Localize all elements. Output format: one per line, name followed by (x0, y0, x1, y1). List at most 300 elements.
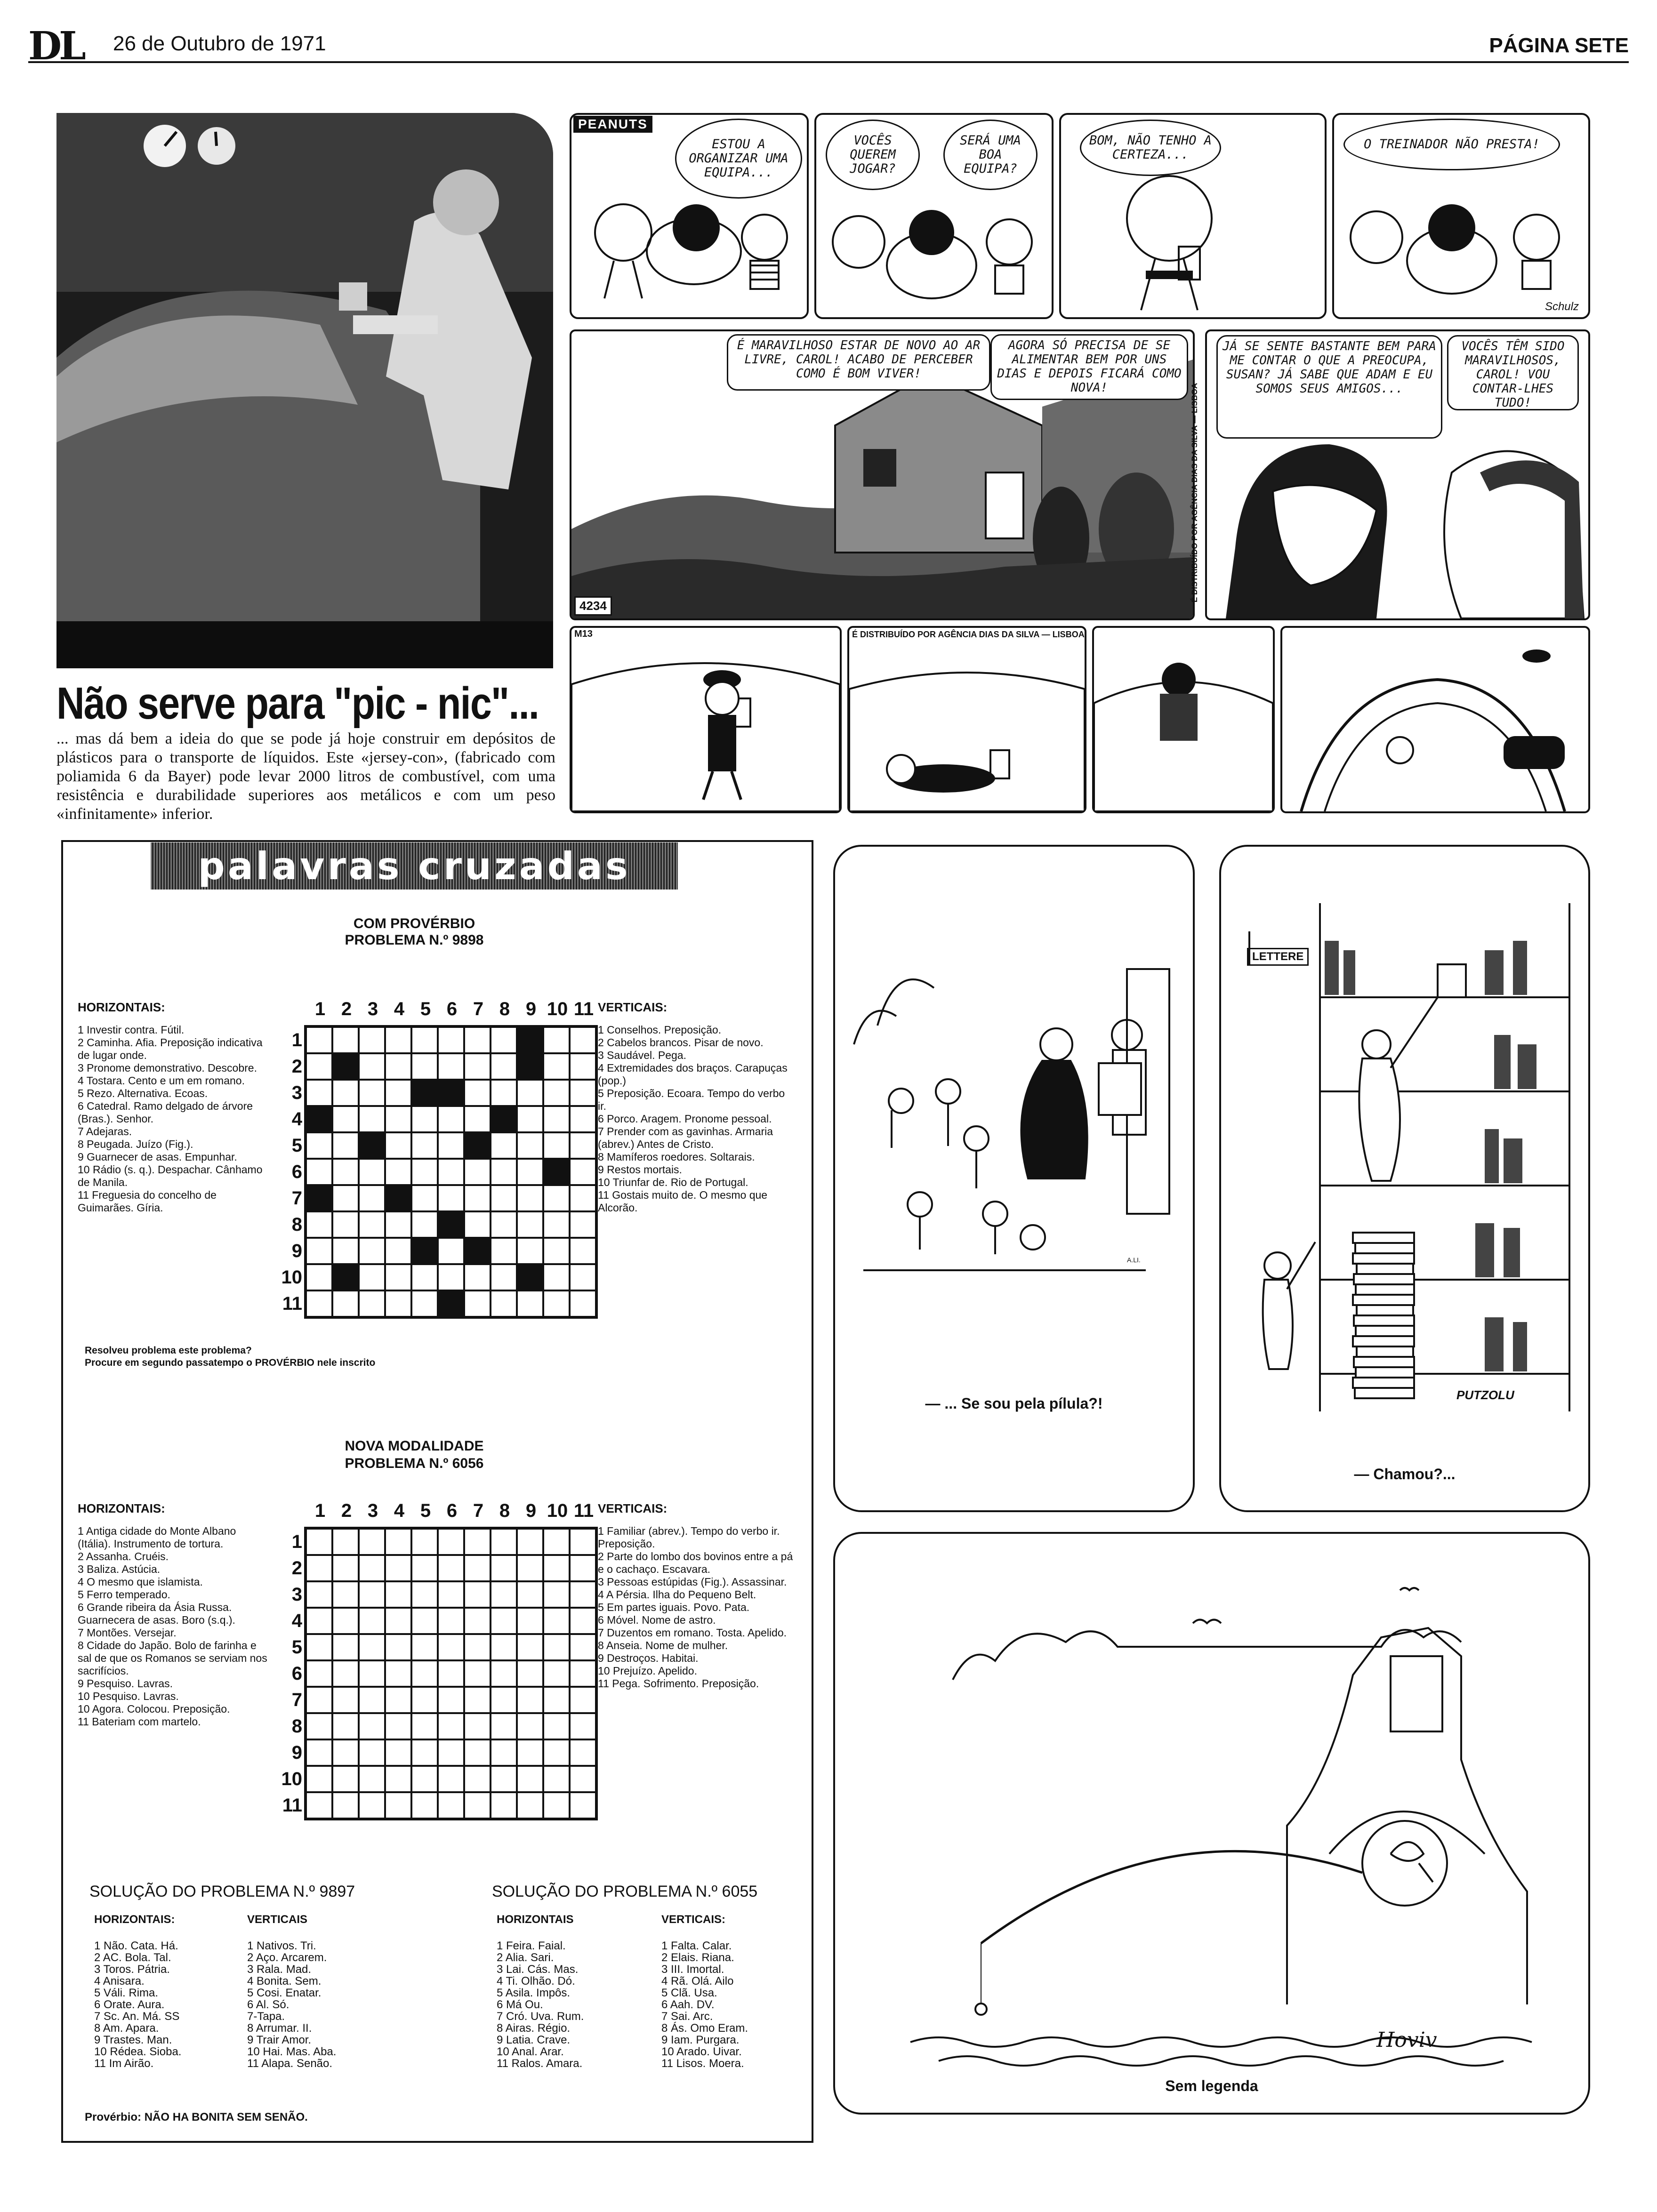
grid-cell[interactable] (359, 1080, 385, 1106)
page-label: PÁGINA SETE (1489, 34, 1629, 57)
grid-cell[interactable] (438, 1106, 464, 1132)
clue-item: 10 Prejuízo. Apelido. (598, 1665, 697, 1677)
grid-cell[interactable] (332, 1529, 359, 1555)
clue-item: 4 A Pérsia. Ilha do Pequeno Belt. (598, 1588, 756, 1601)
grid-cell[interactable] (359, 1132, 385, 1159)
grid-cell[interactable] (359, 1634, 385, 1660)
grid-cell[interactable] (438, 1529, 464, 1555)
grid-cell[interactable] (570, 1053, 596, 1080)
grid-cell[interactable] (517, 1608, 543, 1634)
grid-cell[interactable] (385, 1660, 411, 1687)
grid-cell[interactable] (517, 1027, 543, 1053)
grid-cell[interactable] (438, 1264, 464, 1290)
grid-cell[interactable] (359, 1555, 385, 1581)
grid-cell[interactable] (359, 1053, 385, 1080)
grid-row-number: 2 (291, 1558, 302, 1579)
crossword-title: palavras cruzadas (151, 842, 678, 890)
grid-cell[interactable] (543, 1290, 570, 1317)
grid-cell[interactable] (306, 1264, 332, 1290)
grid-cell[interactable] (570, 1238, 596, 1264)
grid-cell[interactable] (543, 1080, 570, 1106)
grid-cell[interactable] (411, 1792, 438, 1819)
grid-cell[interactable] (517, 1739, 543, 1766)
grid-cell[interactable] (464, 1185, 491, 1211)
grid-cell[interactable] (491, 1053, 517, 1080)
grid-cell[interactable] (385, 1529, 411, 1555)
grid-cell[interactable] (543, 1687, 570, 1713)
grid-cell[interactable] (464, 1739, 491, 1766)
grid-cell[interactable] (438, 1660, 464, 1687)
grid-row-number: 10 (281, 1769, 302, 1789)
grid-cell[interactable] (306, 1608, 332, 1634)
grid-cell[interactable] (438, 1290, 464, 1317)
grid-cell[interactable] (570, 1608, 596, 1634)
grid-column-number: 6 (446, 1500, 458, 1521)
grid-cell[interactable] (570, 1290, 596, 1317)
grid-cell[interactable] (517, 1185, 543, 1211)
grid-cell[interactable] (359, 1766, 385, 1792)
grid-cell[interactable] (332, 1080, 359, 1106)
solution-item: 4 Bonita. Sem. (247, 1975, 322, 1988)
grid-cell[interactable] (570, 1792, 596, 1819)
p1-grid[interactable] (304, 1025, 598, 1319)
grid-cell[interactable] (517, 1581, 543, 1608)
grid-cell[interactable] (517, 1766, 543, 1792)
grid-cell[interactable] (332, 1766, 359, 1792)
grid-cell[interactable] (438, 1053, 464, 1080)
grid-cell[interactable] (332, 1132, 359, 1159)
grid-cell[interactable] (332, 1185, 359, 1211)
grid-cell[interactable] (543, 1713, 570, 1739)
grid-cell[interactable] (411, 1581, 438, 1608)
grid-cell[interactable] (543, 1211, 570, 1238)
grid-cell[interactable] (543, 1581, 570, 1608)
grid-cell[interactable] (359, 1713, 385, 1739)
grid-cell[interactable] (411, 1053, 438, 1080)
grid-cell[interactable] (517, 1687, 543, 1713)
grid-cell[interactable] (543, 1634, 570, 1660)
grid-cell[interactable] (491, 1555, 517, 1581)
grid-cell[interactable] (543, 1106, 570, 1132)
grid-cell[interactable] (411, 1159, 438, 1185)
grid-cell[interactable] (464, 1634, 491, 1660)
peanuts-art-2 (816, 115, 1052, 317)
grid-cell[interactable] (332, 1555, 359, 1581)
grid-cell[interactable] (359, 1529, 385, 1555)
grid-cell[interactable] (438, 1739, 464, 1766)
grid-cell[interactable] (464, 1132, 491, 1159)
grid-cell[interactable] (411, 1660, 438, 1687)
grid-cell[interactable] (464, 1264, 491, 1290)
grid-cell[interactable] (517, 1660, 543, 1687)
grid-cell[interactable] (543, 1132, 570, 1159)
grid-cell[interactable] (385, 1739, 411, 1766)
grid-cell[interactable] (385, 1581, 411, 1608)
solution-item: 1 Falta. Calar. (661, 1940, 732, 1952)
grid-cell[interactable] (517, 1792, 543, 1819)
grid-cell[interactable] (385, 1238, 411, 1264)
grid-cell[interactable] (438, 1634, 464, 1660)
clue-item: 7 Duzentos em romano. Tosta. Apelido. (598, 1627, 787, 1639)
grid-cell[interactable] (359, 1687, 385, 1713)
grid-cell[interactable] (438, 1766, 464, 1792)
grid-cell[interactable] (385, 1185, 411, 1211)
grid-cell[interactable] (517, 1080, 543, 1106)
carol-day-panel-1 (570, 329, 1195, 620)
grid-cell[interactable] (411, 1132, 438, 1159)
grid-cell[interactable] (491, 1027, 517, 1053)
grid-cell[interactable] (332, 1027, 359, 1053)
grid-cell[interactable] (385, 1211, 411, 1238)
grid-cell[interactable] (411, 1238, 438, 1264)
grid-cell[interactable] (491, 1290, 517, 1317)
clue-item: 5 Preposição. Ecoara. Tempo do verbo ir. (598, 1087, 785, 1112)
grid-cell[interactable] (332, 1211, 359, 1238)
grid-cell[interactable] (438, 1581, 464, 1608)
peanuts-art-3 (1061, 115, 1325, 317)
clue-item: 3 Pronome demonstrativo. Descobre. (78, 1062, 257, 1074)
grid-cell[interactable] (332, 1159, 359, 1185)
solution-item: 5 Asila. Impôs. (497, 1987, 571, 1999)
grid-cell[interactable] (411, 1290, 438, 1317)
grid-cell[interactable] (464, 1687, 491, 1713)
grid-cell[interactable] (517, 1634, 543, 1660)
grid-cell[interactable] (306, 1027, 332, 1053)
grid-cell[interactable] (464, 1608, 491, 1634)
grid-cell[interactable] (438, 1080, 464, 1106)
clue-item: 1 Conselhos. Preposição. (598, 1024, 722, 1036)
grid-cell[interactable] (464, 1080, 491, 1106)
clue-item: 6 Grande ribeira da Ásia Russa. Guarnecera de asas. Boro (s.q.). (78, 1601, 235, 1626)
grid-column-number: 8 (499, 999, 510, 1019)
solution-1-title: SOLUÇÃO DO PROBLEMA N.º 9897 (89, 1883, 355, 1900)
photo-caption: ... mas dá bem a ideia do que se pode já hoje construir em depósitos de plásticos para o transporte de líquidos. Este «jersey-con», (fabricado com poliamida 6 da Bayer) pode levar 2000 litros de combustível, com uma resistência e durabilidade superiores aos metálicos e com um peso «infinitamente» inferior. (56, 730, 555, 823)
grid-cell[interactable] (517, 1159, 543, 1185)
grid-cell[interactable] (491, 1238, 517, 1264)
grid-cell[interactable] (517, 1132, 543, 1159)
grid-cell[interactable] (543, 1555, 570, 1581)
grid-cell[interactable] (359, 1290, 385, 1317)
solution-1-h-label: HORIZONTAIS: (94, 1913, 175, 1926)
solution-item: 5 Váli. Rima. (94, 1987, 159, 1999)
grid-cell[interactable] (464, 1211, 491, 1238)
grid-cell[interactable] (385, 1687, 411, 1713)
grid-cell[interactable] (543, 1608, 570, 1634)
cartoon-1 (833, 845, 1195, 1512)
grid-cell[interactable] (570, 1185, 596, 1211)
grid-cell[interactable] (543, 1159, 570, 1185)
grid-cell[interactable] (491, 1185, 517, 1211)
grid-cell[interactable] (332, 1106, 359, 1132)
proverb: Provérbio: NÃO HA BONITA SEM SENÃO. (85, 2111, 308, 2124)
grid-cell[interactable] (411, 1608, 438, 1634)
grid-cell[interactable] (438, 1185, 464, 1211)
grid-cell[interactable] (411, 1080, 438, 1106)
grid-cell[interactable] (411, 1555, 438, 1581)
grid-cell[interactable] (517, 1264, 543, 1290)
grid-cell[interactable] (411, 1264, 438, 1290)
grid-cell[interactable] (570, 1529, 596, 1555)
grid-cell[interactable] (411, 1687, 438, 1713)
grid-cell[interactable] (306, 1211, 332, 1238)
grid-cell[interactable] (438, 1792, 464, 1819)
grid-cell[interactable] (359, 1211, 385, 1238)
silent-panel-4 (1280, 626, 1590, 813)
clue-item: 7 Prender com as gavinhas. Armaria (abrev.) Antes de Cristo. (598, 1125, 773, 1150)
grid-cell[interactable] (359, 1660, 385, 1687)
grid-cell[interactable] (464, 1555, 491, 1581)
grid-cell[interactable] (543, 1185, 570, 1211)
grid-cell[interactable] (306, 1132, 332, 1159)
issue-date: 26 de Outubro de 1971 (113, 32, 326, 55)
grid-cell[interactable] (438, 1687, 464, 1713)
grid-cell[interactable] (411, 1634, 438, 1660)
grid-cell[interactable] (332, 1739, 359, 1766)
grid-cell[interactable] (491, 1634, 517, 1660)
grid-cell[interactable] (332, 1687, 359, 1713)
grid-cell[interactable] (306, 1792, 332, 1819)
grid-cell[interactable] (359, 1264, 385, 1290)
grid-cell[interactable] (359, 1238, 385, 1264)
grid-cell[interactable] (385, 1634, 411, 1660)
grid-cell[interactable] (438, 1238, 464, 1264)
grid-cell[interactable] (332, 1264, 359, 1290)
solution-item: 7 Sc. An. Má. SS (94, 2010, 180, 2023)
grid-cell[interactable] (438, 1027, 464, 1053)
grid-cell[interactable] (306, 1185, 332, 1211)
grid-cell[interactable] (517, 1106, 543, 1132)
grid-cell[interactable] (359, 1159, 385, 1185)
clue-item: 11 Bateriam com martelo. (78, 1715, 201, 1728)
silent-art-2 (849, 628, 1085, 811)
grid-cell[interactable] (438, 1211, 464, 1238)
grid-cell[interactable] (491, 1106, 517, 1132)
grid-cell[interactable] (306, 1634, 332, 1660)
grid-cell[interactable] (332, 1634, 359, 1660)
grid-cell[interactable] (411, 1739, 438, 1766)
grid-cell[interactable] (464, 1581, 491, 1608)
grid-cell[interactable] (543, 1739, 570, 1766)
grid-cell[interactable] (464, 1053, 491, 1080)
grid-cell[interactable] (543, 1792, 570, 1819)
grid-cell[interactable] (570, 1106, 596, 1132)
grid-cell[interactable] (570, 1713, 596, 1739)
solution-2-v-label: VERTICAIS: (661, 1913, 726, 1926)
peanuts-bubble-4: BOM, NÃO TENHO A CERTEZA... (1080, 120, 1221, 176)
grid-cell[interactable] (359, 1608, 385, 1634)
grid-cell[interactable] (464, 1529, 491, 1555)
solution-item: 3 III. Imortal. (661, 1963, 724, 1976)
grid-cell[interactable] (570, 1739, 596, 1766)
grid-cell[interactable] (306, 1660, 332, 1687)
grid-cell[interactable] (306, 1529, 332, 1555)
grid-cell[interactable] (570, 1027, 596, 1053)
grid-cell[interactable] (332, 1238, 359, 1264)
grid-cell[interactable] (517, 1555, 543, 1581)
grid-cell[interactable] (385, 1290, 411, 1317)
grid-cell[interactable] (359, 1581, 385, 1608)
grid-cell[interactable] (411, 1027, 438, 1053)
grid-cell[interactable] (438, 1713, 464, 1739)
grid-cell[interactable] (306, 1080, 332, 1106)
grid-cell[interactable] (385, 1053, 411, 1080)
grid-cell[interactable] (385, 1264, 411, 1290)
grid-cell[interactable] (491, 1159, 517, 1185)
grid-cell[interactable] (438, 1608, 464, 1634)
grid-cell[interactable] (543, 1529, 570, 1555)
grid-cell[interactable] (570, 1159, 596, 1185)
grid-cell[interactable] (517, 1211, 543, 1238)
grid-cell[interactable] (491, 1581, 517, 1608)
grid-cell[interactable] (570, 1766, 596, 1792)
grid-cell[interactable] (411, 1766, 438, 1792)
grid-cell[interactable] (385, 1555, 411, 1581)
grid-cell[interactable] (491, 1739, 517, 1766)
grid-cell[interactable] (543, 1238, 570, 1264)
grid-cell[interactable] (543, 1027, 570, 1053)
grid-cell[interactable] (491, 1687, 517, 1713)
solution-item: 11 Lisos. Moera. (661, 2057, 744, 2070)
carol-day-bubble-4: VOCÊS TÊM SIDO MARAVILHOSOS, CAROL! VOU CONTAR-LHES TUDO! (1447, 335, 1579, 410)
clue-item: 8 Cidade do Japão. Bolo de farinha e sal de que os Romanos se serviam nos sacrifícios. (78, 1639, 267, 1677)
grid-cell[interactable] (491, 1132, 517, 1159)
grid-cell[interactable] (517, 1053, 543, 1080)
clue-item: 1 Investir contra. Fútil. (78, 1024, 185, 1036)
grid-cell[interactable] (464, 1106, 491, 1132)
grid-cell[interactable] (543, 1264, 570, 1290)
grid-cell[interactable] (332, 1581, 359, 1608)
grid-cell[interactable] (411, 1211, 438, 1238)
grid-cell[interactable] (464, 1238, 491, 1264)
solution-2-verticals (661, 1940, 803, 2069)
grid-cell[interactable] (306, 1739, 332, 1766)
grid-cell[interactable] (570, 1634, 596, 1660)
solution-item: 10 Hai. Mas. Aba. (247, 2045, 337, 2058)
grid-cell[interactable] (306, 1159, 332, 1185)
grid-cell[interactable] (543, 1660, 570, 1687)
grid-cell[interactable] (385, 1608, 411, 1634)
grid-cell[interactable] (570, 1132, 596, 1159)
grid-cell[interactable] (332, 1792, 359, 1819)
grid-cell[interactable] (411, 1713, 438, 1739)
grid-cell[interactable] (491, 1529, 517, 1555)
grid-cell[interactable] (306, 1687, 332, 1713)
grid-cell[interactable] (385, 1792, 411, 1819)
grid-cell[interactable] (464, 1027, 491, 1053)
grid-cell[interactable] (306, 1053, 332, 1080)
grid-cell[interactable] (306, 1290, 332, 1317)
grid-cell[interactable] (517, 1238, 543, 1264)
grid-cell[interactable] (332, 1660, 359, 1687)
grid-cell[interactable] (385, 1159, 411, 1185)
grid-row-number: 9 (291, 1241, 302, 1261)
p1-vertical-clues (598, 1024, 796, 1214)
clue-item: 9 Restos mortais. (598, 1163, 682, 1176)
grid-cell[interactable] (570, 1211, 596, 1238)
cartoon-2-sign-board: LETTERE (1247, 948, 1309, 966)
grid-cell[interactable] (385, 1027, 411, 1053)
grid-cell[interactable] (491, 1766, 517, 1792)
grid-cell[interactable] (359, 1739, 385, 1766)
grid-cell[interactable] (491, 1713, 517, 1739)
clue-item: 8 Anseia. Nome de mulher. (598, 1639, 728, 1651)
grid-cell[interactable] (464, 1766, 491, 1792)
grid-cell[interactable] (411, 1185, 438, 1211)
grid-cell[interactable] (438, 1159, 464, 1185)
clue-item: 11 Pega. Sofrimento. Preposição. (598, 1677, 759, 1690)
grid-cell[interactable] (491, 1608, 517, 1634)
grid-cell[interactable] (359, 1106, 385, 1132)
grid-cell[interactable] (464, 1792, 491, 1819)
grid-cell[interactable] (517, 1713, 543, 1739)
grid-row-number: 1 (291, 1030, 302, 1050)
grid-cell[interactable] (306, 1555, 332, 1581)
grid-cell[interactable] (570, 1687, 596, 1713)
grid-cell[interactable] (570, 1581, 596, 1608)
grid-cell[interactable] (385, 1766, 411, 1792)
grid-cell[interactable] (570, 1264, 596, 1290)
grid-cell[interactable] (517, 1529, 543, 1555)
grid-cell[interactable] (332, 1713, 359, 1739)
peanuts-bubble-5: O TREINADOR NÃO PRESTA! (1343, 119, 1560, 170)
grid-cell[interactable] (385, 1713, 411, 1739)
p2-grid[interactable] (304, 1527, 598, 1820)
p2-row-numbers (278, 1529, 302, 1819)
grid-cell[interactable] (359, 1185, 385, 1211)
grid-cell[interactable] (306, 1581, 332, 1608)
grid-cell[interactable] (359, 1792, 385, 1819)
grid-cell[interactable] (411, 1529, 438, 1555)
grid-cell[interactable] (306, 1766, 332, 1792)
grid-cell[interactable] (491, 1660, 517, 1687)
grid-cell[interactable] (411, 1106, 438, 1132)
solution-item: 3 Toros. Pátria. (94, 1963, 170, 1976)
grid-cell[interactable] (464, 1159, 491, 1185)
grid-cell[interactable] (517, 1290, 543, 1317)
grid-cell[interactable] (570, 1080, 596, 1106)
grid-cell[interactable] (570, 1660, 596, 1687)
grid-column-number: 1 (314, 999, 326, 1019)
cartoon-3 (833, 1532, 1590, 2115)
grid-cell[interactable] (332, 1290, 359, 1317)
grid-cell[interactable] (306, 1713, 332, 1739)
grid-cell[interactable] (359, 1027, 385, 1053)
grid-cell[interactable] (543, 1766, 570, 1792)
grid-cell[interactable] (332, 1608, 359, 1634)
grid-cell[interactable] (385, 1106, 411, 1132)
grid-cell[interactable] (491, 1211, 517, 1238)
grid-cell[interactable] (464, 1713, 491, 1739)
solution-item: 8 Ás. Omo Eram. (661, 2022, 748, 2035)
grid-cell[interactable] (570, 1555, 596, 1581)
grid-column-number: 9 (525, 999, 537, 1019)
clue-item: 8 Mamíferos roedores. Soltarais. (598, 1151, 755, 1163)
grid-cell[interactable] (438, 1555, 464, 1581)
grid-cell[interactable] (385, 1080, 411, 1106)
grid-cell[interactable] (491, 1792, 517, 1819)
grid-cell[interactable] (464, 1660, 491, 1687)
grid-cell[interactable] (491, 1080, 517, 1106)
grid-cell[interactable] (438, 1132, 464, 1159)
grid-cell[interactable] (491, 1264, 517, 1290)
grid-cell[interactable] (543, 1053, 570, 1080)
grid-cell[interactable] (464, 1290, 491, 1317)
grid-cell[interactable] (332, 1053, 359, 1080)
grid-cell[interactable] (385, 1132, 411, 1159)
grid-cell[interactable] (306, 1238, 332, 1264)
cartoon-2-art (1221, 847, 1588, 1510)
grid-cell[interactable] (306, 1106, 332, 1132)
